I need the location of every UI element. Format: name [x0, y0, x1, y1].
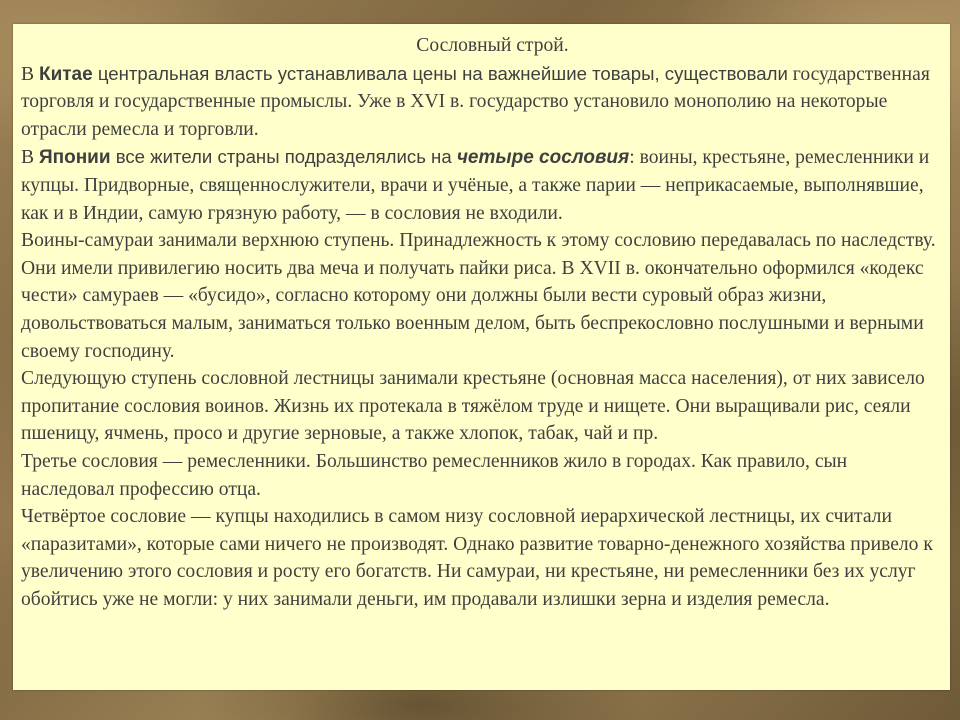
slide-title: Сословный строй.: [416, 35, 569, 56]
slide-content: [21, 32, 942, 613]
slide-card: [13, 24, 950, 690]
japan-emphasis: четыре сословия: [456, 147, 630, 169]
japan-country: Японии: [38, 147, 111, 169]
china-text: государственная торговля и государственные промыслы. Уже в XVI в. государство установило монополию на некоторые отрасли ремесла и торговли.: [21, 63, 930, 140]
china-text-sans: центральная власть устанавливала цены на важнейшие товары, существовали: [92, 62, 788, 84]
paragraph-china: [21, 60, 942, 144]
japan-text: : воины, крестьяне, ремесленники и купцы. Придворные, священнослужители, врачи и учёные, а также парии — неприкасаемые, выполнявшие, как и в Индии, самую грязную работу, — в сословия не входили.: [21, 147, 930, 224]
japan-lead: В: [21, 147, 39, 169]
paragraph-samurai: Воины-самураи занимали верхнюю ступень. Принадлежность к этому сословию передавалась по наследству. Они имели привилегию носить два меча и получать пайки риса. В XVII в. окончательно оформился «кодекс чести» самураев — «бусидо», согласно которому они должны были вести суровый образ жизни, довольствоваться малым, заниматься только военным делом, быть беспрекословно послушными и верными своему господину.: [21, 230, 936, 362]
china-country: Китае: [38, 63, 93, 85]
paragraph-japan: [21, 143, 942, 227]
paragraph-artisans: Третье сословия — ремесленники. Большинство ремесленников жило в городах. Как правило, сын наследовал профессию отца.: [21, 450, 848, 500]
paragraph-merchants: Четвёртое сословие — купцы находились в самом низу сословной иерархической лестницы, их считали «паразитами», которые сами ничего не производят. Однако развитие товарно-денежного хозяйства привело к увеличению этого сословия и росту его богатств. Ни самураи, ни крестьяне, ни ремесленники без их услуг обойтись уже не могли: у них занимали деньги, им продавали излишки зерна и изделия ремесла.: [21, 506, 933, 610]
paragraph-peasants: Следующую ступень сословной лестницы занимали крестьяне (основная масса населения), от них зависело пропитание сословия воинов. Жизнь их протекала в тяжёлом труде и нищете. Они выращивали рис, сеяли пшеницу, ячмень, просо и другие зерновые, а также хлопок, табак, чай и пр.: [21, 368, 925, 445]
china-lead: В: [21, 63, 39, 85]
japan-text-sans: все жители страны подразделялись на: [110, 146, 457, 168]
